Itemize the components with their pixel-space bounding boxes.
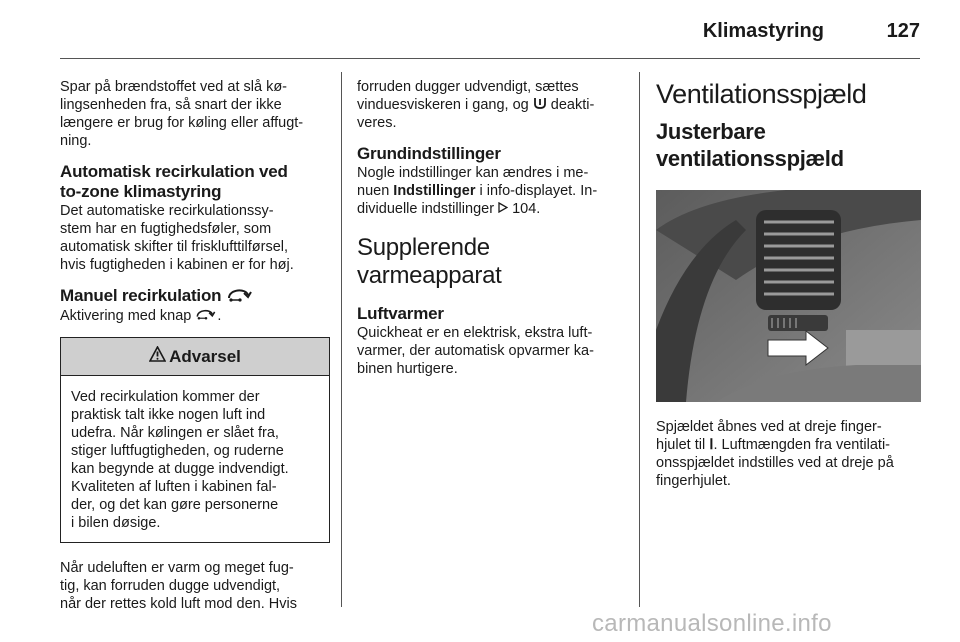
- page-reference-icon: [498, 201, 512, 217]
- section-heading: Ventilationsspjæld: [656, 79, 867, 109]
- open-symbol: Ⅰ: [709, 437, 714, 453]
- closing-paragraph: Når udeluften er varm og meget fug- tig, kan forruden dugge udvendigt, når der rettes kold luft mod den. Hvis: [60, 560, 297, 613]
- page-header: [60, 14, 920, 50]
- auto-recirc-paragraph: Det automatiske recirkulationssy- stem har en fugtighedsføler, som automatisk skifter til frisklufttilførsel, hvis fugtigheden i kabinen er for høj.: [60, 203, 294, 273]
- manual-recirc-paragraph: Aktivering med knap .: [60, 308, 222, 325]
- watermark: carmanualsonline.info: [592, 610, 832, 637]
- adjustable-vents-heading: Justerbare ventilationsspjæld: [656, 119, 844, 171]
- intro-paragraph: Spar på brændstoffet ved at slå kø- lingsenheden fra, så snart der ikke længere er brug for køling eller affugt- ning.: [60, 79, 304, 149]
- page-number: 127: [886, 20, 920, 42]
- settings-menu-name: Indstillinger: [393, 183, 476, 199]
- header-divider: [60, 58, 920, 59]
- recirculation-icon: [226, 286, 254, 307]
- warning-header: [61, 338, 329, 376]
- basic-settings-heading: Grundindstillinger: [357, 144, 501, 163]
- chapter-title: Klimastyring: [702, 20, 824, 42]
- air-heater-paragraph: Quickheat er en elektrisk, ekstra luft- varmer, der automatisk opvarmer ka- binen hurtigere.: [357, 325, 594, 377]
- warning-text: Ved recirkulation kommer der praktisk talt ikke nogen luft ind udefra. Når kølingen er slået fra, stiger luftfugtigheden, og ruderne kan begynde at dugge indvendigt. Kvaliteten af luften i kabinen fal- der, og det kan gøre personerne i bilen døsige.: [71, 389, 289, 532]
- column-2: [357, 78, 627, 378]
- defog-icon: [533, 97, 551, 113]
- column-divider-2: [639, 72, 640, 607]
- warning-box: [60, 337, 330, 543]
- warning-title: Advarsel: [169, 346, 241, 366]
- continued-paragraph: forruden dugger udvendigt, sættes vinduesviskeren i gang, og deakti- veres.: [357, 79, 595, 131]
- page-reference: 104.: [512, 201, 541, 217]
- column-3: [656, 78, 922, 490]
- air-heater-heading: Luftvarmer: [357, 304, 444, 323]
- vent-photo: [656, 190, 921, 402]
- warning-triangle-icon: [149, 346, 166, 367]
- column-1: [60, 78, 330, 613]
- manual-recirc-heading: Manuel recirkulation: [60, 286, 330, 307]
- auto-recirc-heading: Automatisk recirkulation ved to-zone klimastyring: [60, 162, 288, 201]
- vent-caption: Spjældet åbnes ved at dreje finger- hjulet til Ⅰ. Luftmængden fra ventilati- onsspjældet indstilles ved at dreje på fingerhjulet.: [656, 419, 894, 489]
- recirculation-icon-inline: [195, 307, 217, 325]
- column-divider-1: [341, 72, 342, 607]
- basic-settings-paragraph: Nogle indstillinger kan ændres i me- nuen Indstillinger i info-displayet. In- dividuelle indstillinger 104.: [357, 165, 598, 217]
- supplementary-heater-heading: Supplerende varmeapparat: [357, 234, 502, 289]
